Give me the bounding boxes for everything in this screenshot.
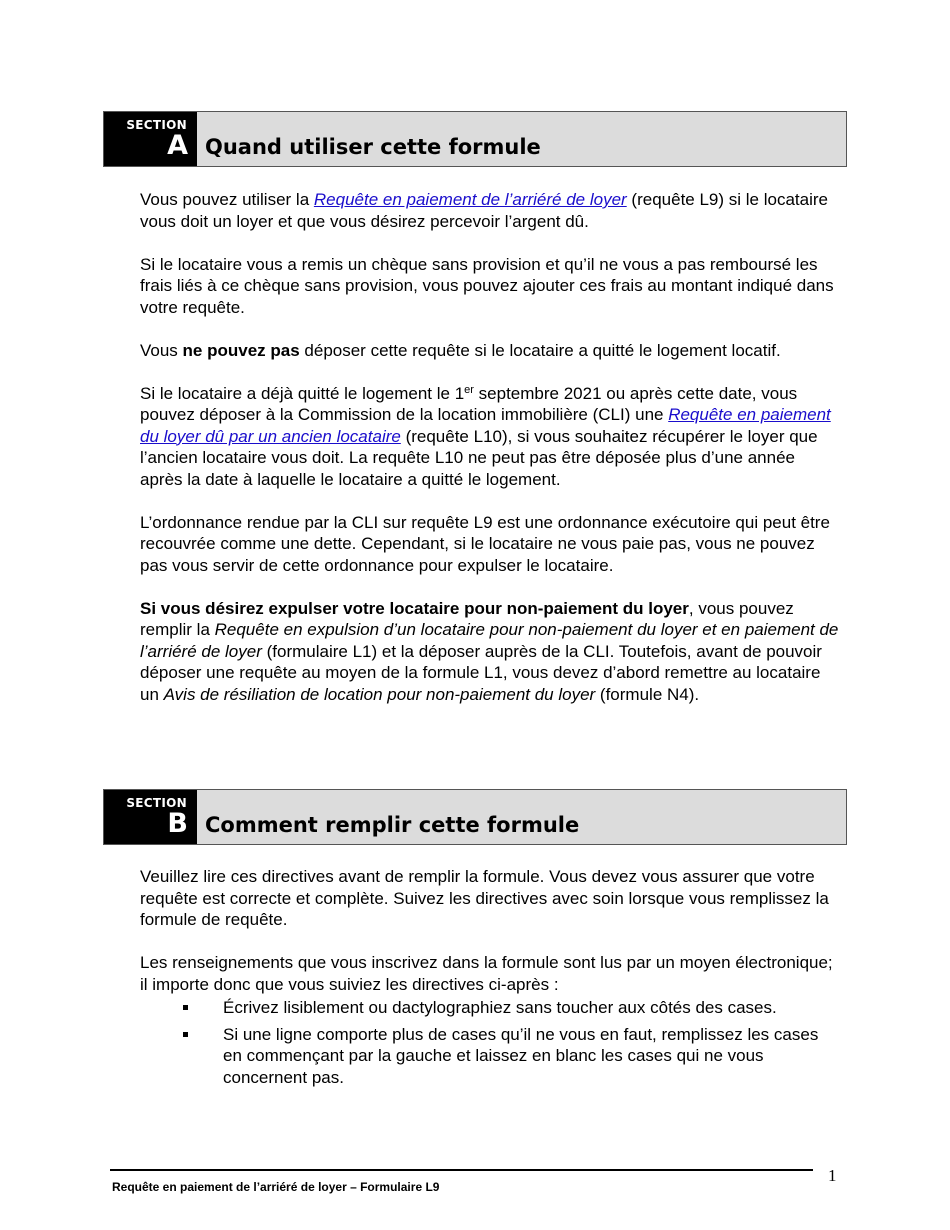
- section-a-paragraph-4: Si le locataire a déjà quitté le logement le 1er septembre 2021 ou après cette date, vous pouvez déposer à la Commission de la location immobilière (CLI) une Requête en paiement du loyer dû par un ancien locataire (requête L10), si vous souhaitez récupérer le loyer que l’ancien locataire vous doit. La requête L10 ne peut pas être déposée plus d’une année après la date à laquelle le locataire a quitté le logement.: [140, 383, 831, 489]
- footer-title: Requête en paiement de l’arriéré de loyer – Formulaire L9: [112, 1180, 440, 1194]
- section-b-paragraph-2: Les renseignements que vous inscrivez dans la formule sont lus par un moyen électronique; il importe donc que vous suiviez les directives ci-après :: [140, 953, 833, 994]
- l10-request-link[interactable]: Requête en paiement du loyer dû par un ancien locataire: [140, 405, 831, 446]
- l9-request-link[interactable]: Requête en paiement de l’arriéré de loyer: [313, 190, 627, 209]
- section-a-title: Quand utiliser cette formule: [205, 135, 541, 159]
- list-item: Écrivez lisiblement ou dactylographiez sans toucher aux côtés des cases.: [140, 997, 840, 1019]
- footer-divider: [110, 1169, 813, 1171]
- section-b-header: [103, 789, 847, 845]
- section-a-paragraph-2: Si le locataire vous a remis un chèque sans provision et qu’il ne vous a pas remboursé les frais liés à ce chèque sans provision, vous pouvez ajouter ces frais au montant indiqué dans votre requête.: [140, 254, 834, 317]
- bullet-icon: [183, 1005, 188, 1010]
- section-b-title: Comment remplir cette formule: [205, 813, 580, 837]
- section-b-label-box: [104, 790, 197, 844]
- section-b-paragraph-1: Veuillez lire ces directives avant de remplir la formule. Vous devez vous assurer que votre requête est correcte et complète. Suivez les directives avec soin lorsque vous remplissez la formule de requête.: [140, 867, 829, 929]
- section-a-word: SECTION: [126, 118, 187, 132]
- section-a-paragraph-6: Si vous désirez expulser votre locataire pour non-paiement du loyer, vous pouvez remplir la Requête en expulsion d’un locataire pour non-paiement du loyer et en paiement de l’arriéré de loyer (formulaire L1) et la déposer auprès de la CLI. Toutefois, avant de pouvoir déposer une requête au moyen de la formule L1, vous devez d’abord remettre au locataire un Avis de résiliation de location pour non-paiement du loyer (formule N4).: [140, 598, 839, 704]
- section-a-letter: A: [167, 130, 188, 161]
- section-b-letter: B: [167, 808, 188, 839]
- section-b-content: [140, 866, 840, 1093]
- section-a-header: [103, 111, 847, 167]
- section-a-content: [140, 189, 840, 705]
- page-number: 1: [828, 1166, 837, 1185]
- list-item: Si une ligne comporte plus de cases qu’il ne vous en faut, remplissez les cases en commençant par la gauche et laissez en blanc les cases qui ne vous concernent pas.: [140, 1024, 840, 1089]
- directives-list: [140, 997, 840, 1088]
- bullet-icon: [183, 1032, 188, 1037]
- section-a-paragraph-5: L’ordonnance rendue par la CLI sur requête L9 est une ordonnance exécutoire qui peut être recouvrée comme une dette. Cependant, si le locataire ne vous paie pas, vous ne pouvez pas vous servir de cette ordonnance pour expulser le locataire.: [140, 512, 830, 575]
- section-b-word: SECTION: [126, 796, 187, 810]
- section-a-paragraph-1: Vous pouvez utiliser la Requête en paiement de l’arriéré de loyer (requête L9) si le locataire vous doit un loyer et que vous désirez percevoir l’argent dû.: [140, 190, 828, 231]
- section-a-paragraph-3: Vous ne pouvez pas déposer cette requête si le locataire a quitté le logement locatif.: [140, 340, 781, 360]
- section-a-label-box: [104, 112, 197, 166]
